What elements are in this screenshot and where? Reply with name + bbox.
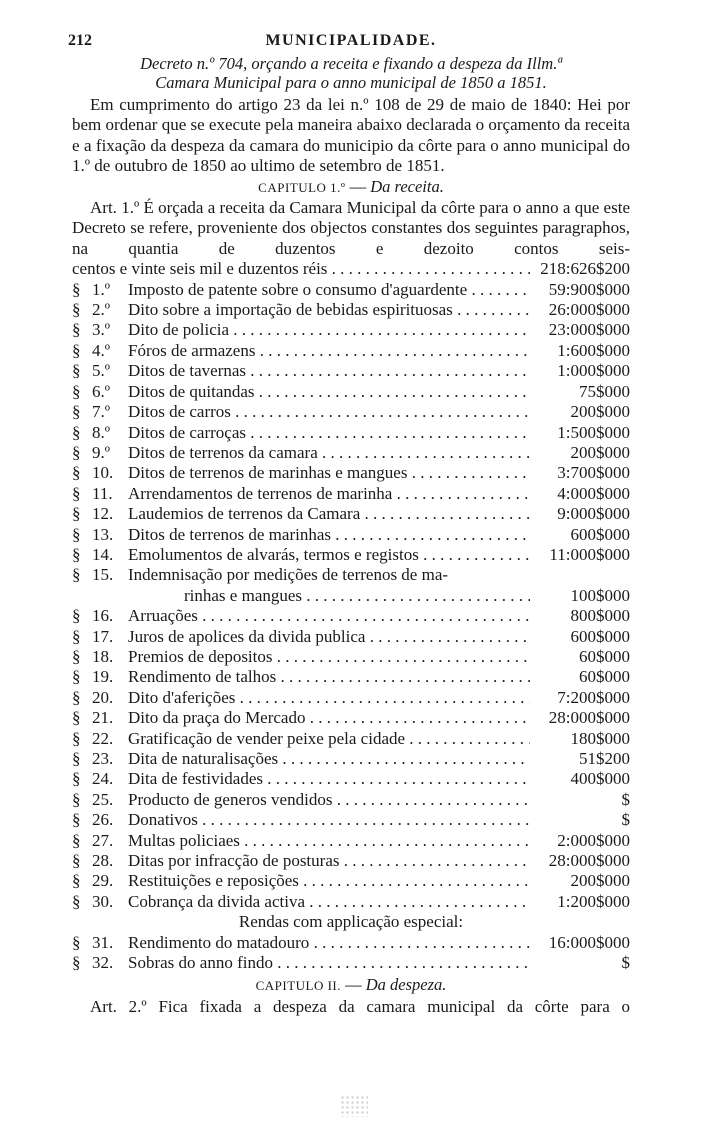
item-number: 31.: [92, 932, 114, 952]
section-sign: §: [72, 891, 81, 911]
item-amount: 51$200: [579, 749, 630, 768]
revenue-item: [72, 402, 630, 422]
item-label: Gratificação de vender peixe pela cidade . . .: [128, 729, 530, 749]
item-label: Dito da praça do Mercado . . .: [128, 708, 530, 728]
item-amount: 180$000: [570, 728, 630, 748]
item-label: Arruações . . .: [128, 606, 530, 626]
section-sign: §: [72, 708, 81, 728]
revenue-item: [72, 933, 630, 953]
revenue-item: [72, 341, 630, 361]
item-amount: 600$000: [570, 524, 630, 544]
item-number: 29.: [92, 871, 114, 891]
item-label: Ditos de carroças . . .: [128, 423, 530, 443]
item-label: Juros de apolices da divida publica . . .: [128, 627, 530, 647]
item-amount: 1:000$000: [557, 361, 630, 381]
chapter-2-heading: [72, 975, 630, 996]
document-page: [68, 28, 630, 1017]
item-label: Multas policiaes . . .: [128, 831, 530, 851]
item-number: 14.: [92, 544, 114, 564]
revenue-item: [72, 831, 630, 851]
item-amount: 28:000$000: [548, 851, 630, 871]
item-number: 8.º: [92, 422, 111, 442]
item-label: Rendimento de talhos . . .: [128, 667, 530, 687]
chapter-2-dash: —: [341, 975, 366, 995]
print-smudge: [340, 1095, 368, 1117]
special-revenue-list: [72, 933, 630, 974]
item-number: 5.º: [92, 361, 111, 381]
item-label: Imposto de patente sobre o consumo d'aguardente . . .: [128, 280, 530, 300]
item-number: 13.: [92, 524, 114, 544]
item-amount: 2:000$000: [557, 830, 630, 850]
section-sign: §: [72, 830, 81, 850]
item-amount: 1:600$000: [557, 340, 630, 360]
item-number: 2.º: [92, 300, 111, 320]
revenue-item: [72, 382, 630, 402]
item-label: Premios de depositos . . .: [128, 647, 530, 667]
decree-title-line-2: Camara Municipal para o anno municipal de 1850 a 1851.: [155, 73, 547, 92]
item-amount: 7:200$000: [557, 687, 630, 707]
revenue-item: [72, 320, 630, 340]
revenue-item: [72, 280, 630, 300]
section-sign: §: [72, 463, 81, 483]
section-sign: §: [72, 789, 81, 809]
section-sign: §: [72, 483, 81, 503]
article-1-last-line: centos e vinte seis mil e duzentos réis . . .: [72, 259, 530, 279]
revenue-item: [72, 769, 630, 789]
revenue-item: [72, 627, 630, 647]
item-amount: $: [621, 789, 630, 809]
section-sign: §: [72, 340, 81, 360]
section-sign: §: [72, 626, 81, 646]
item-amount: 800$000: [570, 606, 630, 626]
chapter-1-heading: [72, 177, 630, 198]
revenue-item: [72, 504, 630, 524]
preamble-paragraph: Em cumprimento do artigo 23 da lei n.º 108 de 29 de maio de 1840: Hei por bem ordenar que se execute pela maneira abaixo declarada o orçamento da receita e a fixação da despeza da camara do municipio da côrte para o anno municipal do 1.º de outubro de 1850 ao ultimo de setembro de 1851.: [72, 95, 630, 176]
item-label: Dita de festividades . . .: [128, 769, 530, 789]
item-amount-blank: [530, 565, 630, 585]
chapter-2-label: CAPITULO II.: [255, 978, 342, 994]
revenue-item: [72, 708, 630, 728]
item-amount: 600$000: [570, 626, 630, 646]
item-amount: 400$000: [570, 769, 630, 789]
item-label: Ditos de terrenos de marinhas e mangues . . .: [128, 463, 530, 483]
item-number: 24.: [92, 769, 114, 789]
item-number: 17.: [92, 626, 114, 646]
revenue-item: [72, 790, 630, 810]
item-number: 1.º: [92, 279, 111, 299]
item-amount: 200$000: [570, 871, 630, 891]
item-label: Ditos de terrenos de marinhas . . .: [128, 525, 530, 545]
revenue-item: [72, 667, 630, 687]
revenue-item: [72, 545, 630, 565]
revenue-item: [72, 749, 630, 769]
revenue-item: [72, 851, 630, 871]
section-sign: §: [72, 953, 81, 973]
item-number: 22.: [92, 728, 114, 748]
revenue-item: [72, 300, 630, 320]
section-sign: §: [72, 300, 81, 320]
item-number: 11.: [92, 483, 113, 503]
article-1-total: 218:626$200: [540, 259, 630, 279]
item-label: Indemnisação por medições de terrenos de ma-: [128, 565, 449, 585]
item-number: 3.º: [92, 320, 111, 340]
item-label: Ditas por infracção de posturas . . .: [128, 851, 530, 871]
revenue-item: [72, 647, 630, 667]
revenue-item: [72, 525, 630, 545]
revenue-item: [72, 463, 630, 483]
revenue-item: [72, 565, 630, 585]
section-sign: §: [72, 810, 81, 830]
revenue-item: [72, 361, 630, 381]
section-sign: §: [72, 646, 81, 666]
section-sign: §: [72, 932, 81, 952]
section-sign: §: [72, 544, 81, 564]
item-amount: 200$000: [570, 442, 630, 462]
section-sign: §: [72, 320, 81, 340]
section-sign: §: [72, 381, 81, 401]
revenue-item: [72, 484, 630, 504]
revenue-item: [72, 729, 630, 749]
item-label: Dito de policia . . .: [128, 320, 530, 340]
item-number: 18.: [92, 646, 114, 666]
item-amount: 75$000: [579, 381, 630, 401]
item-label: Restituições e reposições . . .: [128, 871, 530, 891]
section-sign: §: [72, 524, 81, 544]
item-amount: $: [621, 953, 630, 973]
item-number: 27.: [92, 830, 114, 850]
item-number: 15.: [92, 565, 114, 585]
section-sign: §: [72, 728, 81, 748]
revenue-item: [72, 606, 630, 626]
item-amount: $: [621, 810, 630, 830]
section-sign: §: [72, 279, 81, 299]
item-number: 25.: [92, 789, 114, 809]
item-label: Rendimento do matadouro . . .: [128, 933, 530, 953]
item-number: 32.: [92, 953, 114, 973]
section-sign: §: [72, 361, 81, 381]
section-sign: §: [72, 871, 81, 891]
article-1-total-row: [72, 259, 630, 279]
item-number: 20.: [92, 687, 114, 707]
item-label-continuation: rinhas e mangues . . .: [72, 586, 530, 606]
item-label: Arrendamentos de terrenos de marinha . . .: [128, 484, 530, 504]
revenue-item: [72, 810, 630, 830]
item-number: 26.: [92, 810, 114, 830]
item-amount: 1:200$000: [557, 891, 630, 911]
section-sign: §: [72, 504, 81, 524]
section-sign: §: [72, 565, 81, 585]
item-amount: 9:000$000: [557, 504, 630, 524]
item-number: 4.º: [92, 340, 111, 360]
page-header: [68, 28, 630, 52]
section-sign: §: [72, 402, 81, 422]
item-number: 23.: [92, 749, 114, 768]
item-label: Fóros de armazens . . .: [128, 341, 530, 361]
revenue-item-continuation: [72, 586, 630, 606]
item-label: Ditos de quitandas . . .: [128, 382, 530, 402]
section-sign: §: [72, 667, 81, 687]
item-label: Cobrança da divida activa . . .: [128, 892, 530, 912]
item-number: 16.: [92, 606, 114, 626]
item-number: 6.º: [92, 381, 111, 401]
item-amount: 100$000: [570, 585, 630, 605]
revenue-item: [72, 953, 630, 973]
chapter-2-title: Da despeza.: [365, 975, 447, 995]
item-number: 28.: [92, 851, 114, 871]
chapter-1-title: Da receita.: [370, 176, 444, 196]
item-amount: 11:000$000: [549, 544, 630, 564]
section-sign: §: [72, 769, 81, 789]
item-amount: 1:500$000: [557, 422, 630, 442]
item-amount: 23:000$000: [548, 320, 630, 340]
section-sign: §: [72, 606, 81, 626]
item-label: Dito sobre a importação de bebidas espirituosas . . .: [128, 300, 530, 320]
running-title: MUNICIPALIDADE.: [265, 32, 437, 49]
decree-title: [72, 54, 630, 92]
item-label: Dito d'aferições . . .: [128, 688, 530, 708]
item-label: Ditos de terrenos da camara . . .: [128, 443, 530, 463]
item-amount: 28:000$000: [548, 708, 630, 728]
item-amount: 3:700$000: [557, 463, 630, 483]
item-amount: 59:900$000: [548, 279, 630, 299]
item-number: 30.: [92, 891, 114, 911]
revenue-item: [72, 443, 630, 463]
item-label: Ditos de carros . . .: [128, 402, 530, 422]
item-amount: 60$000: [579, 667, 630, 687]
chapter-1-dash: —: [345, 176, 371, 196]
item-label: Donativos . . .: [128, 810, 530, 830]
item-number: 7.º: [92, 402, 111, 422]
item-number: 10.: [92, 463, 114, 483]
item-amount: 26:000$000: [548, 300, 630, 320]
item-label: Dita de naturalisações . . .: [128, 749, 530, 769]
item-label: Emolumentos de alvarás, termos e registos . . .: [128, 545, 530, 565]
item-label: Ditos de tavernas . . .: [128, 361, 530, 381]
chapter-1-label: CAPITULO 1.º: [258, 179, 346, 195]
special-revenue-heading: Rendas com applicação especial:: [238, 912, 464, 932]
article-2-text: Art. 2.º Fica fixada a despeza da camara municipal da côrte para o: [90, 996, 630, 1016]
decree-title-line-1: Decreto n.º 704, orçando a receita e fixando a despeza da Illm.ª: [140, 54, 562, 73]
revenue-item: [72, 892, 630, 912]
revenue-item: [72, 871, 630, 891]
item-amount: 200$000: [570, 402, 630, 422]
item-amount: 16:000$000: [548, 932, 630, 952]
item-number: 12.: [92, 504, 114, 524]
section-sign: §: [72, 851, 81, 871]
page-number: 212: [68, 32, 92, 49]
item-number: 21.: [92, 708, 114, 728]
section-sign: §: [72, 422, 81, 442]
section-sign: §: [72, 687, 81, 707]
item-label: Sobras do anno findo . . .: [128, 953, 530, 973]
item-label: Laudemios de terrenos da Camara . . .: [128, 504, 530, 524]
item-amount: 60$000: [579, 646, 630, 666]
revenue-item: [72, 423, 630, 443]
item-number: 9.º: [92, 442, 111, 462]
article-1-text: Art. 1.º É orçada a receita da Camara Municipal da côrte para o anno a que este Decreto se refere, proveniente dos objectos constantes dos seguintes paragraphos, na quantia de duzentos e dezoito contos seis-: [72, 198, 630, 258]
item-label: Producto de generos vendidos . . .: [128, 790, 530, 810]
revenue-items-list: [72, 280, 630, 913]
item-label-wrap: [128, 565, 530, 585]
item-amount: 4:000$000: [557, 483, 630, 503]
section-sign: §: [72, 749, 81, 768]
section-sign: §: [72, 442, 81, 462]
item-number: 19.: [92, 667, 114, 687]
revenue-item: [72, 688, 630, 708]
